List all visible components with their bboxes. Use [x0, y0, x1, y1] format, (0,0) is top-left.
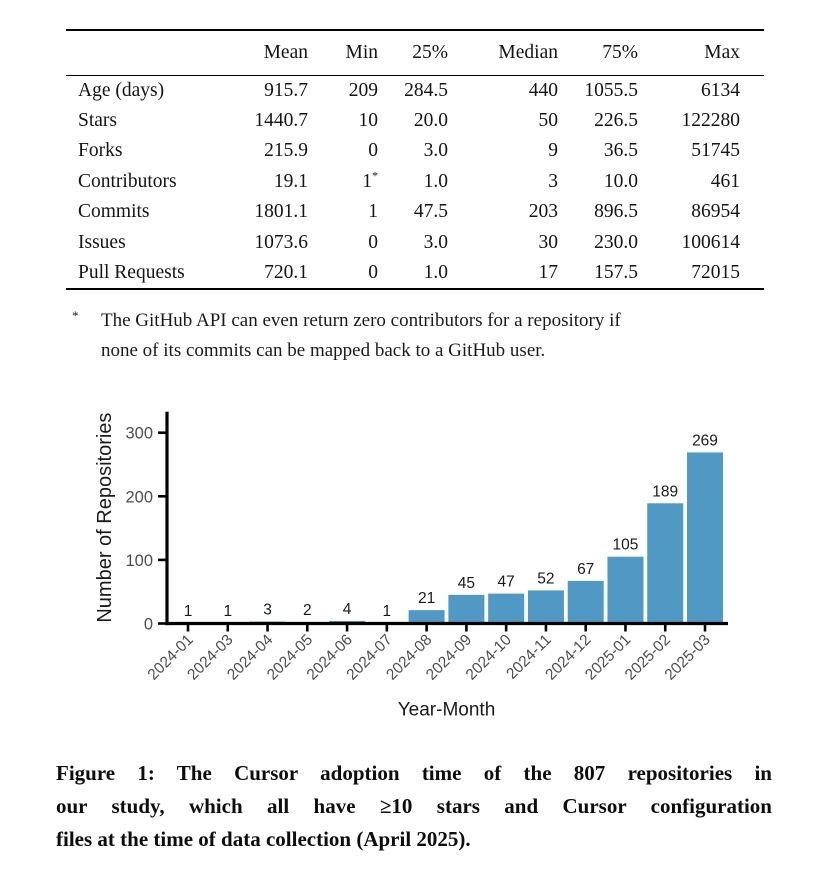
column-header: 75% — [602, 41, 638, 63]
table-cell: 36.5 — [603, 140, 638, 162]
footnote-reference: * — [372, 168, 378, 183]
row-label: Stars — [78, 109, 117, 131]
table-corner-cell — [66, 30, 246, 75]
bar-value-label: 269 — [692, 432, 718, 450]
table-row — [66, 75, 764, 106]
footnote-text — [101, 306, 772, 366]
footnote-line: none of its commits can be mapped back to a GitHub user. — [101, 340, 546, 361]
bar — [409, 610, 445, 623]
table-cell: 3.0 — [423, 231, 448, 253]
table-cell: 86954 — [691, 201, 740, 223]
footnote-marker: * — [72, 308, 79, 323]
table-cell: 1* — [362, 168, 378, 192]
table-row — [66, 258, 764, 289]
table-cell: 100614 — [681, 231, 740, 253]
table-cell: 461 — [710, 170, 740, 192]
bar — [488, 594, 524, 624]
x-tick-label: 2024-01 — [144, 631, 197, 684]
bar — [568, 581, 604, 624]
table-cell: 0 — [368, 231, 378, 253]
bar-value-label: 1 — [183, 602, 193, 620]
table-cell: 3.0 — [423, 140, 448, 162]
caption-line: files at the time of data collection (April 2025). — [56, 827, 471, 851]
x-tick-label: 2024-10 — [462, 631, 515, 684]
row-label: Age (days) — [78, 79, 165, 101]
bar-value-label: 105 — [612, 536, 639, 554]
table-cell: 3 — [548, 170, 558, 192]
table-cell: 226.5 — [594, 109, 638, 131]
y-tick-label: 0 — [143, 615, 153, 634]
bar-value-label: 2 — [302, 602, 312, 620]
table-row — [66, 106, 764, 137]
bar-value-label: 52 — [537, 570, 555, 588]
y-axis-title: Number of Repositories — [94, 412, 116, 623]
table-cell: 50 — [538, 109, 558, 131]
table-cell: 17 — [538, 261, 558, 283]
table-cell: 6134 — [701, 79, 740, 101]
table-cell: 20.0 — [413, 109, 448, 131]
column-header: Mean — [263, 41, 308, 63]
table-cell: 157.5 — [594, 261, 638, 283]
footnote-line: The GitHub API can even return zero contributors for a repository if — [101, 310, 621, 331]
row-label: Pull Requests — [78, 261, 185, 283]
row-label: Contributors — [78, 170, 177, 192]
bar-value-label: 1 — [223, 602, 233, 620]
table-cell: 1440.7 — [254, 109, 308, 131]
bar — [448, 595, 484, 624]
stats-table-body — [66, 75, 764, 289]
table-cell: 72015 — [691, 261, 740, 283]
bar-value-label: 47 — [497, 573, 515, 591]
bar — [528, 590, 564, 623]
table-cell: 1073.6 — [254, 231, 308, 253]
figure-caption — [56, 757, 772, 856]
repositories-bar-chart — [75, 398, 777, 732]
table-cell: 1801.1 — [254, 201, 308, 223]
table-cell: 51745 — [691, 140, 740, 162]
table-cell: 19.1 — [273, 170, 308, 192]
table-row — [66, 167, 764, 198]
caption-line: Figure 1: The Cursor adoption time of the 807 repositories in — [56, 761, 772, 785]
bar-value-label: 189 — [652, 483, 679, 501]
table-cell: 440 — [528, 79, 558, 101]
bar-value-label: 3 — [263, 601, 272, 619]
table-cell: 10.0 — [603, 170, 638, 192]
bar-value-label: 4 — [342, 600, 352, 618]
bar-value-label: 67 — [577, 560, 595, 578]
caption-line: our study, which all have ≥10 stars and Cursor configuration — [56, 794, 772, 818]
bar — [687, 452, 723, 623]
column-header: Min — [345, 41, 378, 63]
x-tick-label: 2024-09 — [422, 631, 476, 684]
table-cell: 0 — [368, 261, 378, 283]
table-header-row — [66, 30, 764, 75]
x-tick-label: 2024-03 — [184, 631, 237, 684]
x-tick-label: 2025-03 — [661, 631, 714, 684]
repo-stats-table — [66, 29, 764, 290]
x-tick-label: 2024-06 — [303, 631, 356, 684]
row-label: Forks — [78, 140, 123, 162]
table-row — [66, 197, 764, 228]
table-cell: 0 — [368, 140, 378, 162]
x-tick-label: 2024-04 — [224, 631, 277, 684]
table-cell: 30 — [538, 231, 558, 253]
table-cell: 1 — [368, 201, 378, 223]
bar-value-label: 45 — [457, 574, 476, 592]
x-axis-title: Year-Month — [397, 699, 496, 721]
x-tick-label: 2024-05 — [263, 631, 317, 684]
table-footnote — [66, 306, 772, 366]
bar-value-label: 21 — [417, 590, 436, 608]
table-cell: 1.0 — [423, 170, 448, 192]
table-row — [66, 136, 764, 167]
x-tick-label: 2025-02 — [621, 631, 675, 684]
table-cell: 720.1 — [264, 261, 308, 283]
table-cell: 10 — [358, 109, 378, 131]
table-cell: 209 — [348, 79, 378, 101]
table-cell: 215.9 — [264, 140, 308, 162]
column-header: 25% — [412, 41, 448, 63]
x-tick-label: 2024-08 — [383, 631, 436, 684]
row-label: Commits — [78, 201, 150, 223]
x-tick-label: 2024-07 — [343, 631, 396, 684]
table-cell: 1.0 — [423, 261, 448, 283]
x-tick-label: 2025-01 — [582, 631, 635, 684]
table-cell: 122280 — [681, 109, 740, 131]
y-tick-label: 300 — [125, 424, 153, 443]
column-header: Max — [704, 41, 740, 63]
table-cell: 284.5 — [404, 79, 448, 101]
y-tick-label: 200 — [125, 488, 153, 507]
table-cell: 203 — [528, 201, 558, 223]
table-cell: 896.5 — [594, 201, 638, 223]
table-cell: 47.5 — [413, 201, 448, 223]
bar — [647, 503, 683, 623]
y-tick-label: 100 — [125, 551, 153, 570]
x-tick-label: 2024-11 — [503, 631, 555, 683]
table-cell: 230.0 — [594, 231, 638, 253]
column-header: Median — [498, 41, 558, 63]
table-row — [66, 228, 764, 259]
row-label: Issues — [78, 231, 126, 253]
x-tick-label: 2024-12 — [542, 631, 595, 684]
table-cell: 9 — [548, 140, 558, 162]
bar — [607, 557, 643, 624]
table-cell: 1055.5 — [584, 79, 638, 101]
bar-value-label: 1 — [382, 602, 392, 620]
table-cell: 915.7 — [264, 79, 308, 101]
